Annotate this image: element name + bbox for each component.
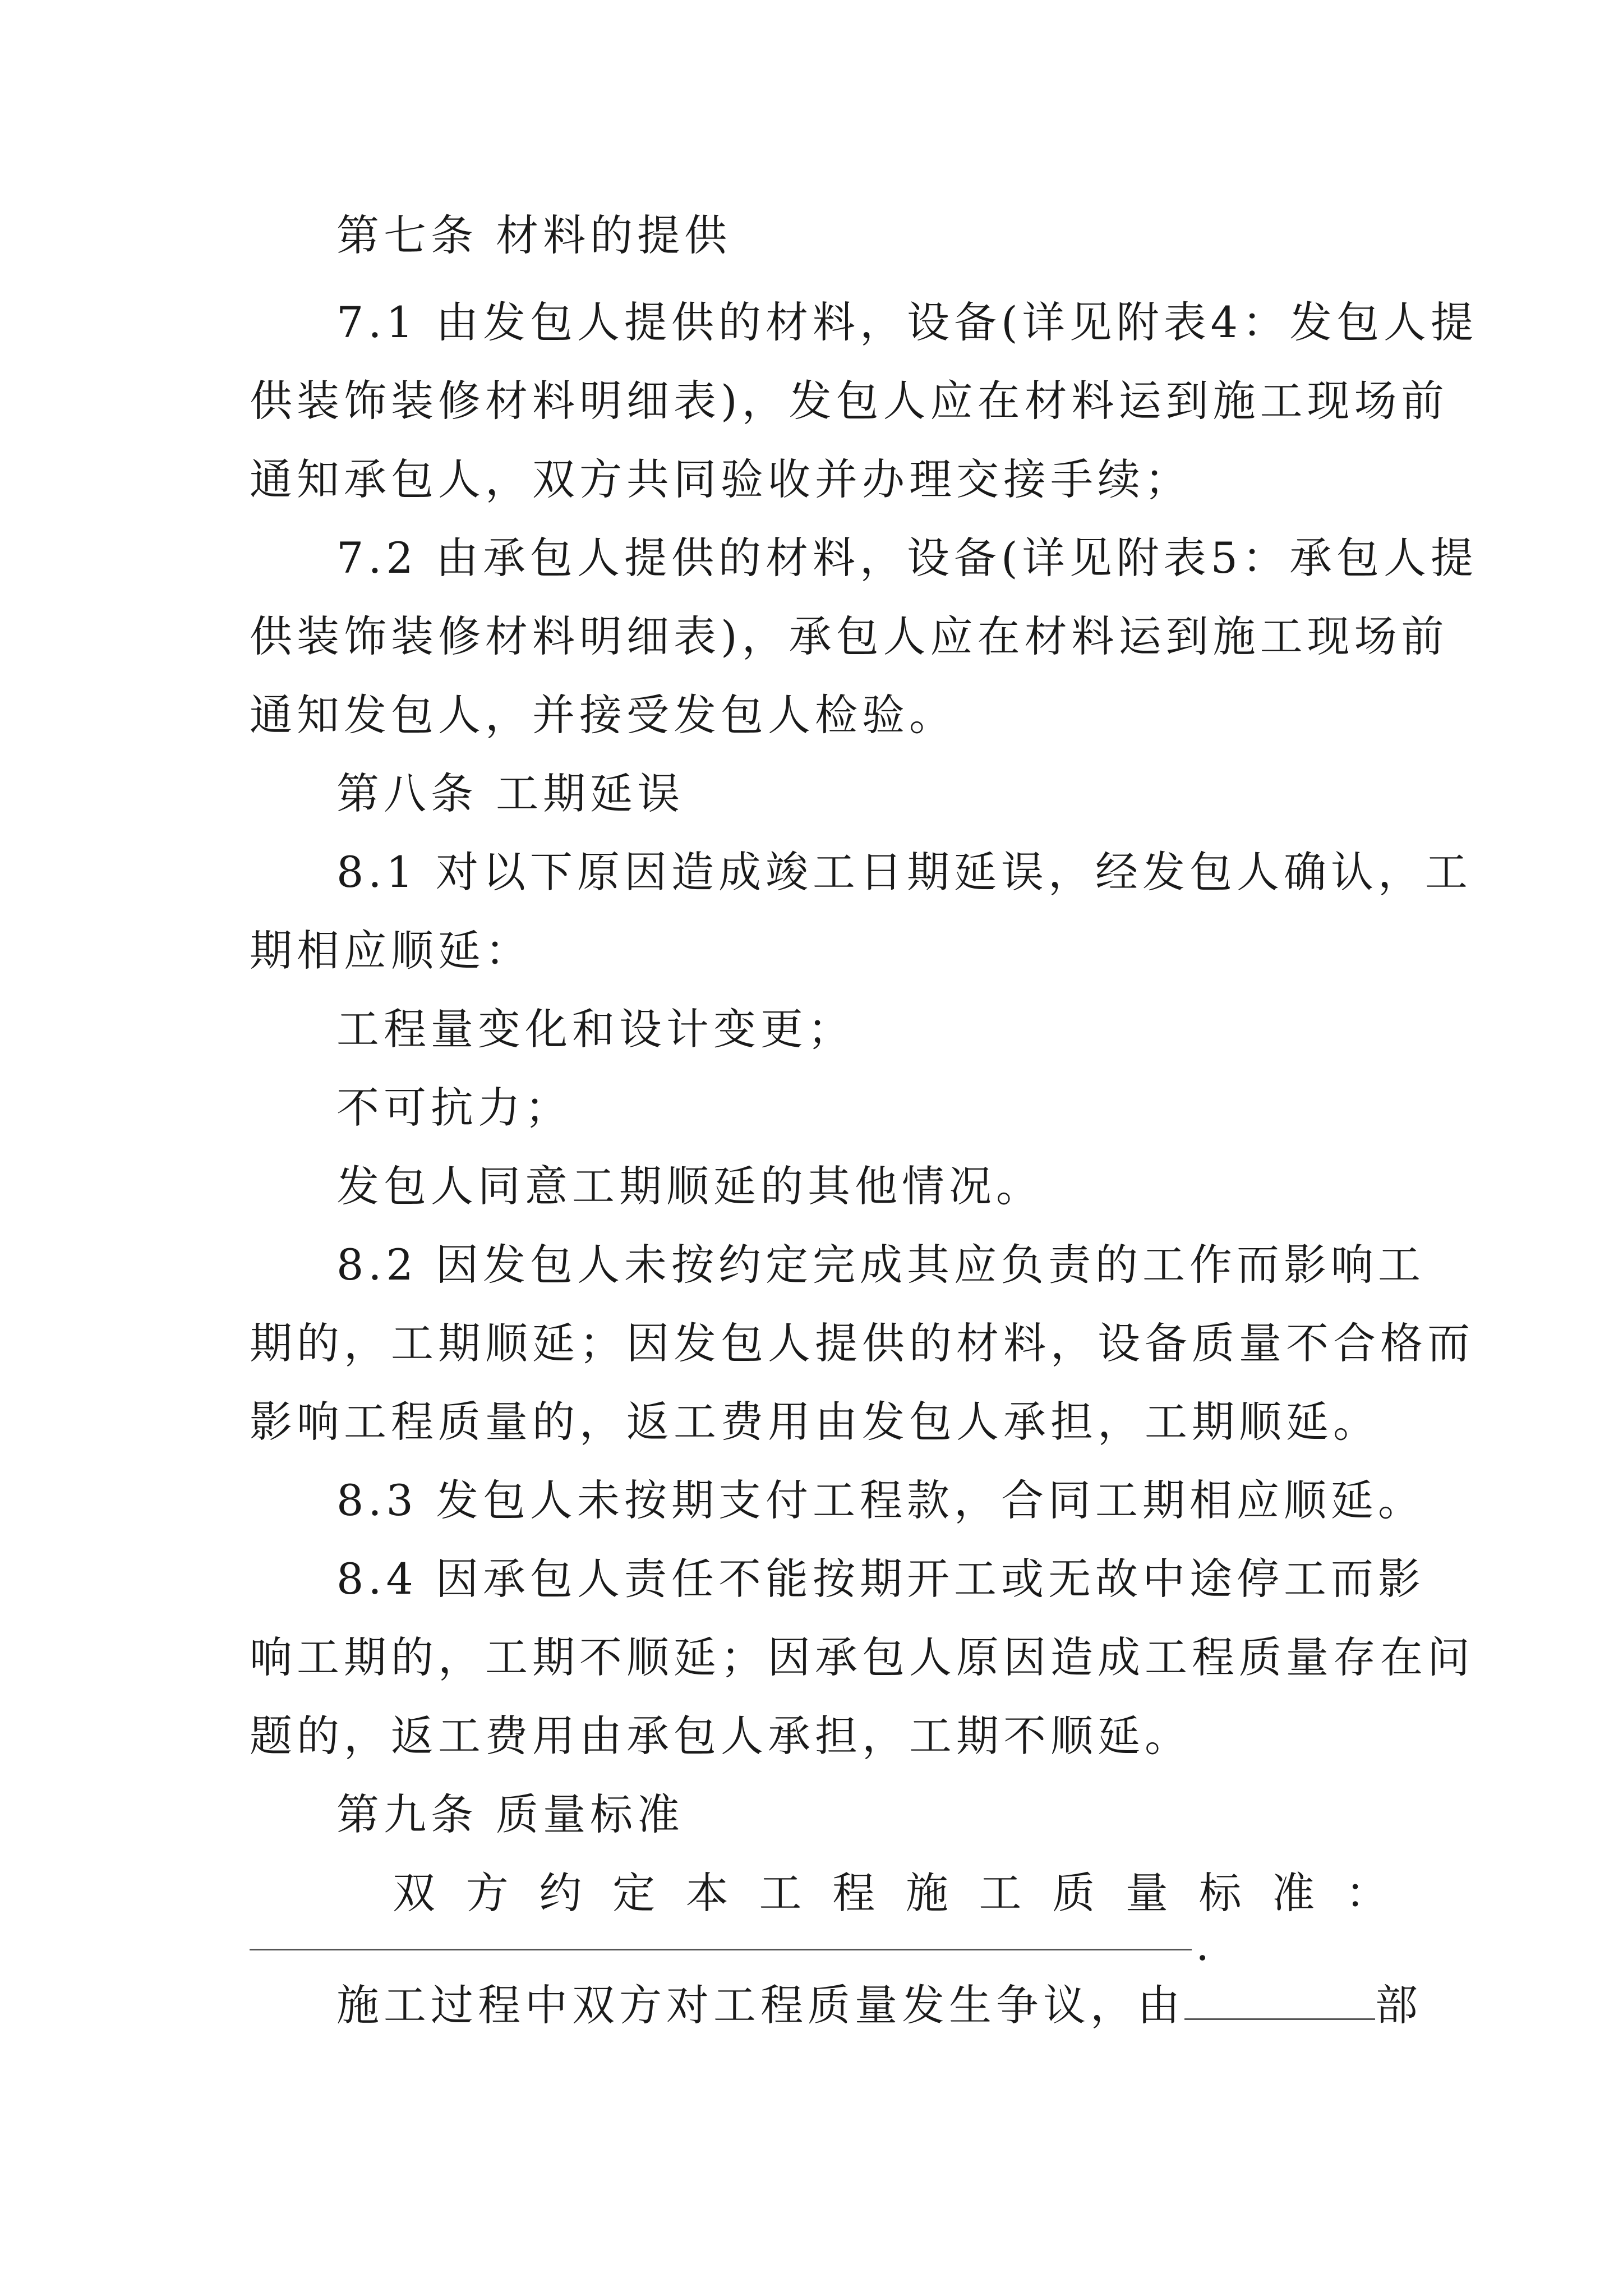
clause-8-2-line-3: 影响工程质量的，返工费用由发包人承担，工期顺延。 bbox=[250, 1397, 1380, 1447]
dispute-text-end: 部 bbox=[1375, 1980, 1422, 2030]
standard-char: 工 bbox=[759, 1868, 802, 1918]
clause-8-1-item-2: 不可抗力； bbox=[336, 1083, 572, 1133]
standard-char: 工 bbox=[979, 1868, 1022, 1918]
clause-8-1-item-1: 工程量变化和设计变更； bbox=[336, 1004, 855, 1054]
standard-char: 量 bbox=[1125, 1868, 1168, 1918]
dispute-authority-blank bbox=[1184, 1979, 1375, 2020]
clause-7-2-line-3: 通知发包人，并接受发包人检验。 bbox=[250, 690, 956, 740]
standard-char: ： bbox=[1345, 1868, 1388, 1918]
clause-8-4-line-1: 8.4 因承包人责任不能按期开工或无故中途停工而影 bbox=[336, 1554, 1426, 1604]
standard-char: 定 bbox=[612, 1868, 656, 1918]
clause-8-1-line-1: 8.1 对以下原因造成竣工日期延误，经发包人确认，工 bbox=[336, 847, 1473, 897]
clause-7-1-line-1: 7.1 由发包人提供的材料，设备(详见附表4：发包人提 bbox=[336, 297, 1478, 347]
clause-7-1-line-3: 通知承包人，双方共同验收并办理交接手续； bbox=[250, 454, 1192, 504]
standard-char: 标 bbox=[1198, 1868, 1242, 1918]
quality-standard-line bbox=[393, 1865, 1388, 1921]
quality-dispute-line bbox=[336, 1977, 1422, 2033]
clause-8-4-line-3: 题的，返工费用由承包人承担，工期不顺延。 bbox=[250, 1711, 1192, 1761]
quality-standard-end-mark: . bbox=[1196, 1920, 1210, 1970]
clause-8-1-item-3: 发包人同意工期顺延的其他情况。 bbox=[336, 1161, 1043, 1211]
standard-char: 质 bbox=[1052, 1868, 1095, 1918]
clause-8-4-line-2: 响工期的，工期不顺延；因承包人原因造成工程质量存在问 bbox=[250, 1632, 1474, 1682]
article-8-title: 第八条 工期延误 bbox=[336, 769, 685, 818]
clause-7-2-line-2: 供装饰装修材料明细表)，承包人应在材料运到施工现场前 bbox=[250, 611, 1449, 661]
clause-8-3: 8.3 发包人未按期支付工程款，合同工期相应顺延。 bbox=[336, 1475, 1426, 1525]
quality-standard-blank-line bbox=[250, 1949, 1192, 1950]
dispute-text: 施工过程中双方对工程质量发生争议，由 bbox=[336, 1980, 1184, 2030]
article-9-title: 第九条 质量标准 bbox=[336, 1789, 685, 1839]
standard-char: 双 bbox=[393, 1868, 435, 1918]
standard-char: 本 bbox=[685, 1868, 728, 1918]
clause-8-1-line-2: 期相应顺延： bbox=[250, 926, 532, 976]
standard-char: 程 bbox=[832, 1868, 875, 1918]
clause-7-1-line-2: 供装饰装修材料明细表)，发包人应在材料运到施工现场前 bbox=[250, 376, 1449, 426]
standard-char: 准 bbox=[1272, 1868, 1315, 1918]
standard-char: 方 bbox=[465, 1868, 509, 1918]
standard-char: 约 bbox=[539, 1868, 582, 1918]
standard-char: 施 bbox=[905, 1868, 948, 1918]
clause-7-2-line-1: 7.2 由承包人提供的材料，设备(详见附表5：承包人提 bbox=[336, 533, 1478, 583]
clause-8-2-line-1: 8.2 因发包人未按约定完成其应负责的工作而影响工 bbox=[336, 1240, 1426, 1290]
clause-8-2-line-2: 期的，工期顺延；因发包人提供的材料，设备质量不合格而 bbox=[250, 1318, 1474, 1368]
article-7-title: 第七条 材料的提供 bbox=[336, 210, 732, 260]
